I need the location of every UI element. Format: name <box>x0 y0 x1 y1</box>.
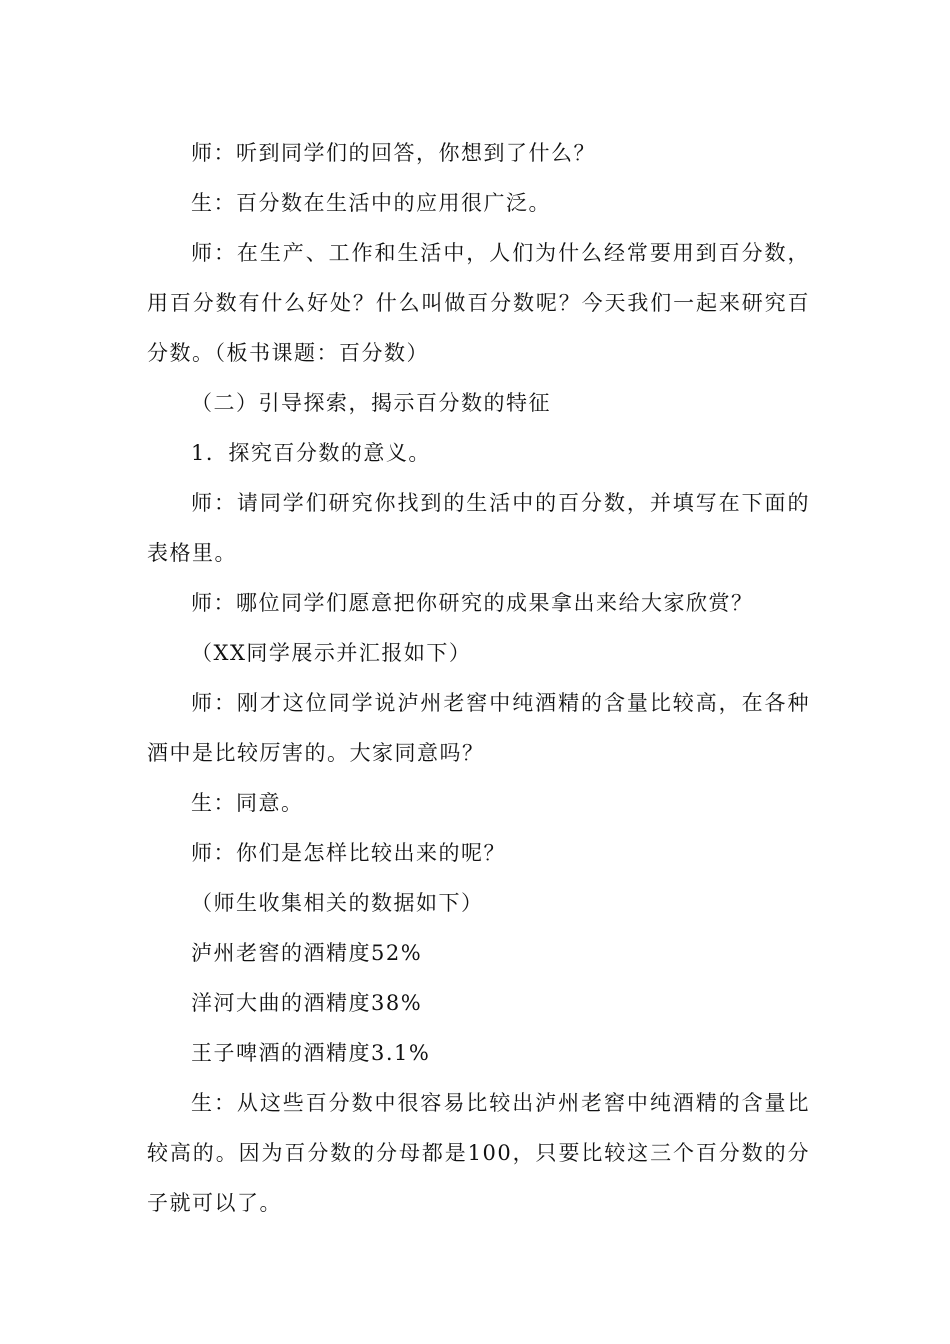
data-line: 泸州老窖的酒精度52% <box>191 941 423 965</box>
paragraph: 生：同意。 <box>191 791 304 815</box>
paragraph: 生：从这些百分数中很容易比较出泸州老窖中纯酒精的含量比较高的。因为百分数的分母都是100，只要比较这三个百分数的分子就可以了。 <box>147 1091 810 1215</box>
document-body <box>147 128 810 1228</box>
paragraph: 师：在生产、工作和生活中，人们为什么经常要用到百分数，用百分数有什么好处？什么叫做百分数呢？今天我们一起来研究百分数。（板书课题：百分数） <box>147 241 810 365</box>
paragraph: （师生收集相关的数据如下） <box>191 891 484 915</box>
paragraph: 师：哪位同学们愿意把你研究的成果拿出来给大家欣赏？ <box>191 591 754 615</box>
paragraph: 师：你们是怎样比较出来的呢？ <box>191 841 506 865</box>
paragraph: 师：听到同学们的回答，你想到了什么？ <box>191 141 596 165</box>
paragraph: （XX同学展示并汇报如下） <box>191 641 472 665</box>
subsection-heading: 1．探究百分数的意义。 <box>191 441 431 465</box>
paragraph: 生：百分数在生活中的应用很广泛。 <box>191 191 551 215</box>
section-heading: （二）引导探索，揭示百分数的特征 <box>191 391 551 415</box>
paragraph: 师：请同学们研究你找到的生活中的百分数，并填写在下面的表格里。 <box>147 491 810 565</box>
data-line: 洋河大曲的酒精度38% <box>191 991 423 1015</box>
data-line: 王子啤酒的酒精度3.1% <box>191 1041 431 1065</box>
paragraph: 师：刚才这位同学说泸州老窖中纯酒精的含量比较高，在各种酒中是比较厉害的。大家同意吗？ <box>147 691 810 765</box>
